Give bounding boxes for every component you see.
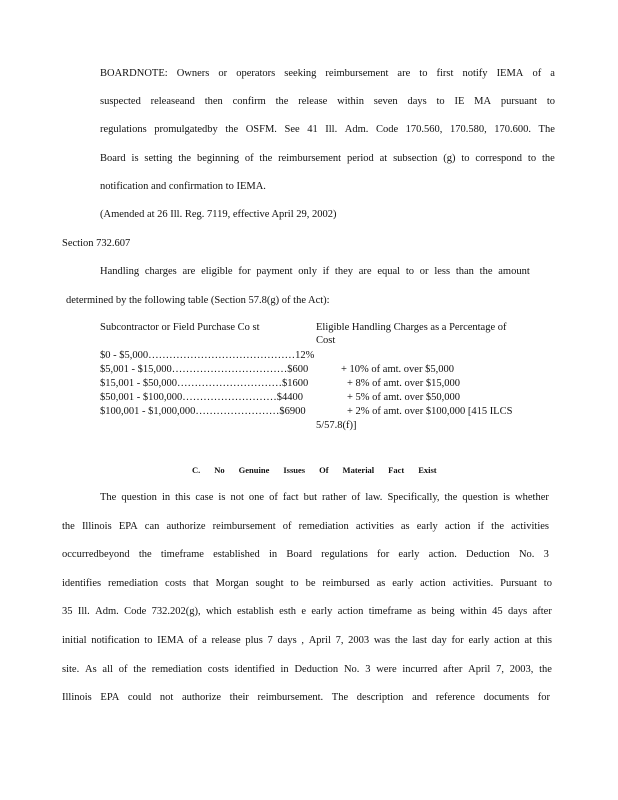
heading-word: No	[214, 465, 225, 475]
body-line: site. As all of the remediation costs identified in Deduction No. 3 were incurred after April 7, 2003, the	[62, 664, 552, 675]
amended-note: (Amended at 26 Ill. Reg. 7119, effective April 29, 2002)	[100, 209, 337, 220]
boardnote-line: suspected releaseand then confirm the release within seven days to IE MA pursuant to	[100, 96, 555, 107]
table-header-right-cont: Cost	[316, 335, 336, 346]
body-line: The question in this case is not one of fact but rather of law. Specifically, the question is whether	[100, 492, 549, 503]
boardnote-line: Board is setting the beginning of the reimbursement period at subsection (g) to correspond to the	[100, 153, 555, 164]
section-heading	[192, 465, 451, 475]
table-header-left: Subcontractor or Field Purchase Co st	[100, 322, 260, 333]
table-row-right: + 5% of amt. over $50,000	[347, 392, 460, 403]
table-row-right: + 2% of amt. over $100,000 [415 ILCS	[347, 406, 513, 417]
boardnote-line: BOARDNOTE: Owners or operators seeking reimbursement are to first notify IEMA of a	[100, 68, 555, 79]
body-line: 35 Ill. Adm. Code 732.202(g), which establish esth e early action timeframe as being within 45 days after	[62, 606, 552, 617]
section-label: Section 732.607	[62, 238, 131, 249]
table-header-right: Eligible Handling Charges as a Percentage of	[316, 322, 507, 333]
heading-word: Of	[319, 465, 329, 475]
section-intro-line: determined by the following table (Section 57.8(g) of the Act):	[66, 295, 330, 306]
heading-word: Issues	[283, 465, 306, 475]
table-row-left: $100,001 - $1,000,000……………………$6900	[100, 406, 306, 417]
table-row-left: $15,001 - $50,000…………………………$1600	[100, 378, 309, 389]
table-row-left: $5,001 - $15,000……………………………$600	[100, 364, 309, 375]
table-row-right: + 8% of amt. over $15,000	[347, 378, 460, 389]
section-intro-line: Handling charges are eligible for payment only if they are equal to or less than the amount	[100, 266, 530, 277]
table-row-right: + 10% of amt. over $5,000	[341, 364, 454, 375]
table-row-left: $0 - $5,000……………………………………12%	[100, 350, 315, 361]
boardnote-line: notification and confirmation to IEMA.	[100, 181, 266, 192]
body-line: the Illinois EPA can authorize reimbursement of remediation activities as early action if the activities	[62, 521, 549, 532]
body-line: initial notification to IEMA of a release plus 7 days , April 7, 2003 was the last day for early action at this	[62, 635, 552, 646]
body-line: Illinois EPA could not authorize their reimbursement. The description and reference documents for	[62, 692, 550, 703]
table-citation: 5/57.8(f)]	[316, 420, 357, 431]
heading-word: Genuine	[238, 465, 270, 475]
heading-word: Material	[342, 465, 375, 475]
boardnote-line: regulations promulgatedby the OSFM. See 41 Ill. Adm. Code 170.560, 170.580, 170.600. The	[100, 124, 555, 135]
table-row-left: $50,001 - $100,000………………………$4400	[100, 392, 303, 403]
heading-word: Exist	[418, 465, 437, 475]
body-line: occurredbeyond the timeframe established in Board regulations for early action. Deduction No. 3	[62, 549, 549, 560]
heading-word: Fact	[388, 465, 405, 475]
body-line: identifies remediation costs that Morgan sought to be reimbursed as early action activities. Pursuant to	[62, 578, 552, 589]
heading-word: C.	[192, 465, 201, 475]
